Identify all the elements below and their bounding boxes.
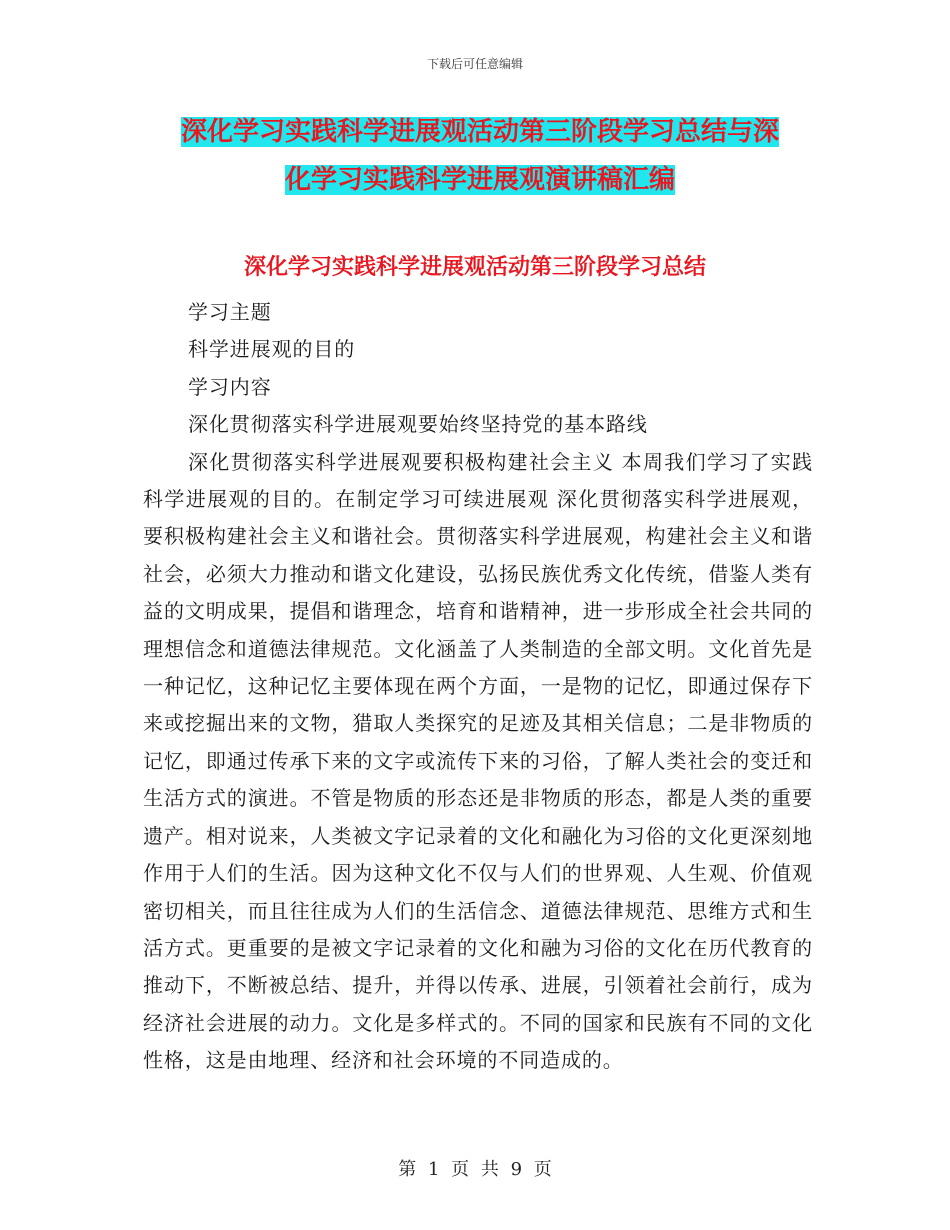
body-line-study-theme: 学习主题 [188, 300, 272, 324]
body-line-study-content: 学习内容 [188, 374, 272, 399]
title-line-2: 化学习实践科学进展观演讲稿汇编 [284, 165, 675, 195]
body-line-purpose: 科学进展观的目的 [188, 337, 356, 362]
body-paragraph: 深化贯彻落实科学进展观要积极构建社会主义 本周我们学习了实践科学进展观的目的。在制定学习可续进展观 深化贯彻落实科学进展观，要积极构建社会主义和谐社会。贯彻落实科学进展观，构建社会主义和谐社会，必须大力推动和谐文化建设，弘扬民族优秀文化传统，借鉴人类有益的文明成果，提倡和谐理念，培育和谐精神，进一步形成全社会共同的理想信念和道德法律规范。文化涵盖了人类制造的全部文明。文化首先是一种记忆，这种记忆主要体现在两个方面，一是物的记忆，即通过保存下来或挖掘出来的文物，猎取人类探究的足迹及其相关信息；二是非物质的记忆，即通过传承下来的文字或流传下来的习俗，了解人类社会的变迁和生活方式的演进。不管是物质的形态还是非物质的形态，都是人类的重要遗产。相对说来，人类被文字记录着的文化和融化为习俗的文化更深刻地作用于人们的生活。因为这种文化不仅与人们的世界观、人生观、价值观密切相关，而且往往成为人们的生活信念、道德法律规范、思维方式和生活方式。更重要的是被文字记录着的文化和融为习俗的文化在历代教育的推动下，不断被总结、提升，并得以传承、进展，引领着社会前行，成为经济社会进展的动力。文化是多样式的。不同的国家和民族有不同的文化性格，这是由地理、经济和社会环境的不同造成的。 [143, 449, 813, 1073]
document-title [140, 108, 820, 204]
section-title: 深化学习实践科学进展观活动第三阶段学习总结 [243, 255, 706, 280]
document-body [143, 294, 813, 1080]
title-line-1: 深化学习实践科学进展观活动第三阶段学习总结与深 [180, 117, 779, 147]
page-number-footer: 第 1 页 共 9 页 [398, 1159, 552, 1180]
header-note: 下载后可任意编辑 [426, 57, 523, 71]
body-line-party-line: 深化贯彻落实科学进展观要始终坚持党的基本路线 [188, 412, 648, 437]
